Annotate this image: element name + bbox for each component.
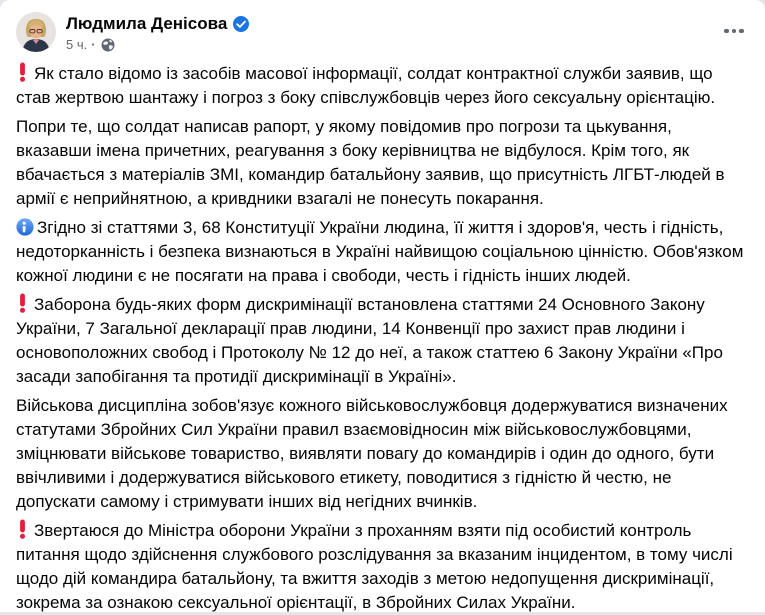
more-options-button[interactable] [717,16,751,46]
post-body [0,53,765,615]
author-row [66,14,749,34]
verified-badge-icon [233,16,249,32]
author-name[interactable]: Людмила Денісова [66,14,228,33]
ellipsis-icon [724,29,729,34]
red-exclamation-icon [18,293,27,312]
post-header [0,0,765,53]
post-text: Заборона будь-яких форм дискримінації встановлена статтями 24 Основного Закону України, 7 Загальної декларації прав людини, 14 Конвенції про захист прав людини і основоположних свобод і Протоколу № 12 до неї, а також статтею 6 Закону України «Про засади запобігання та протидії дискримінації в Україні». [16,295,723,386]
post-text: Попри те, що солдат написав рапорт, у якому повідомив про погрози та цькування, вказавши імена причетних, реагування з боку керівництва не відбулося. Крім того, як вбачається з матеріалів ЗМІ, командир батальйону заявив, що присутність ЛГБТ-людей в армії є неприйнятною, а кривдники взагалі не понесуть покарання. [16,117,725,208]
red-exclamation-icon [18,62,27,81]
post-paragraph [16,293,749,389]
public-globe-icon [101,38,115,52]
header-text [66,12,749,53]
post-paragraph [16,519,749,615]
post-text: Військова дисципліна зобов'язує кожного військовослужбовця додержуватися визначених статутами Збройних Сил України правил взаємовідносин між військовослужбовцями, зміцнювати військове товариство, виявляти повагу до командирів і один до одного, бути ввічливими і додержуватися військового етикету, поводитися з гідністю й честю, не допускати самому і стримувати інших від негідних вчинків. [16,396,728,511]
info-icon [16,218,34,236]
post-paragraph [16,394,749,514]
post-paragraph [16,216,749,288]
post-meta [66,37,749,53]
timestamp[interactable]: 5 ч. [66,37,88,52]
post-paragraph [16,62,749,110]
post-text: Звертаюся до Міністра оборони України з проханням взяти під особистий контроль питання щодо здійснення службового розслідування за вказаним інцидентом, в тому числі щодо дій командира батальйону, та вжиття заходів з метою недопущення дискримінації, зокрема за ознакою сексуальної орієнтації, в Збройних Силах України. [16,521,733,612]
red-exclamation-icon [18,519,27,538]
post-text: Як стало відомо із засобів масової інформації, солдат контрактної служби заявив, що став жертвою шантажу і погроз з боку співслужбовців через його сексуальну орієнтацію. [16,64,716,107]
avatar-portrait-image [16,12,56,52]
post-paragraph [16,115,749,211]
post-text: Згідно зі статтями 3, 68 Конституції України людина, її життя і здоров'я, честь і гідність, недоторканність і безпека визнаються в Україні найвищою соціальною цінністю. Обов'язком кожної людини є не посягати на права і свободи, честь і гідність інших людей. [16,218,744,285]
avatar[interactable] [16,12,56,52]
meta-separator: · [91,37,96,52]
